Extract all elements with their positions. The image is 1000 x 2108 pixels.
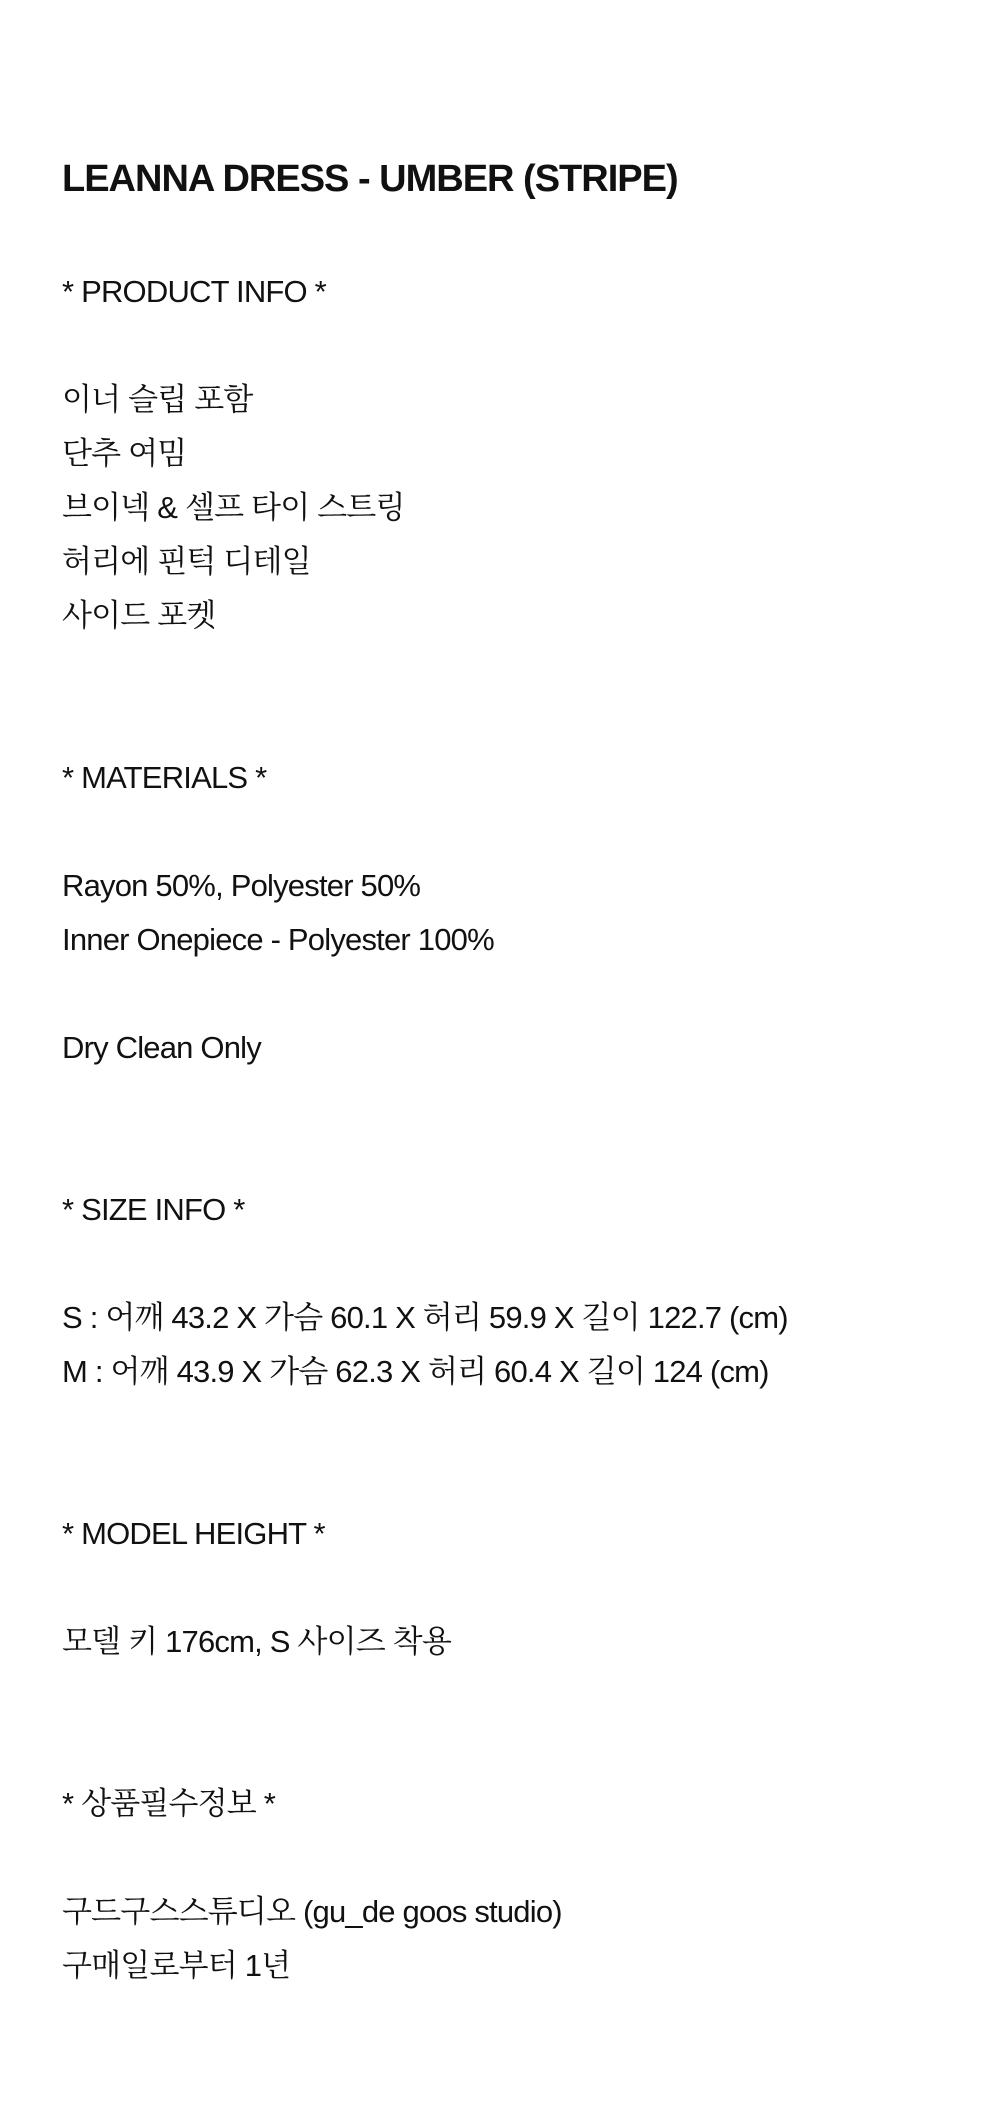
product-info-item: 허리에 핀턱 디테일 (62, 544, 311, 579)
materials-item: Rayon 50%, Polyester 50% (62, 868, 421, 903)
care-instruction: Dry Clean Only (62, 1030, 261, 1065)
size-info-heading: * SIZE INFO * (62, 1192, 245, 1227)
product-info-item: 이너 슬립 포함 (62, 382, 253, 417)
required-info-item: 구드구스스튜디오 (gu_de goos studio) (62, 1894, 562, 1929)
product-info-item: 사이드 포켓 (62, 598, 216, 633)
product-info-item: 단추 여밈 (62, 436, 187, 471)
required-info-heading: * 상품필수정보 * (62, 1786, 276, 1821)
model-height-text: 모델 키 176cm, S 사이즈 착용 (62, 1624, 451, 1659)
product-info-heading: * PRODUCT INFO * (62, 274, 326, 309)
size-info-item: M : 어깨 43.9 X 가슴 62.3 X 허리 60.4 X 길이 124 (cm) (62, 1354, 769, 1389)
size-info-item: S : 어깨 43.2 X 가슴 60.1 X 허리 59.9 X 길이 122.7 (cm) (62, 1300, 788, 1335)
product-title: LEANNA DRESS - UMBER (STRIPE) (62, 158, 678, 200)
model-height-heading: * MODEL HEIGHT * (62, 1516, 325, 1551)
materials-heading: * MATERIALS * (62, 760, 267, 795)
product-info-item: 브이넥 & 셀프 타이 스트링 (62, 490, 405, 525)
materials-item: Inner Onepiece - Polyester 100% (62, 922, 494, 957)
required-info-item: 구매일로부터 1년 (62, 1948, 291, 1983)
